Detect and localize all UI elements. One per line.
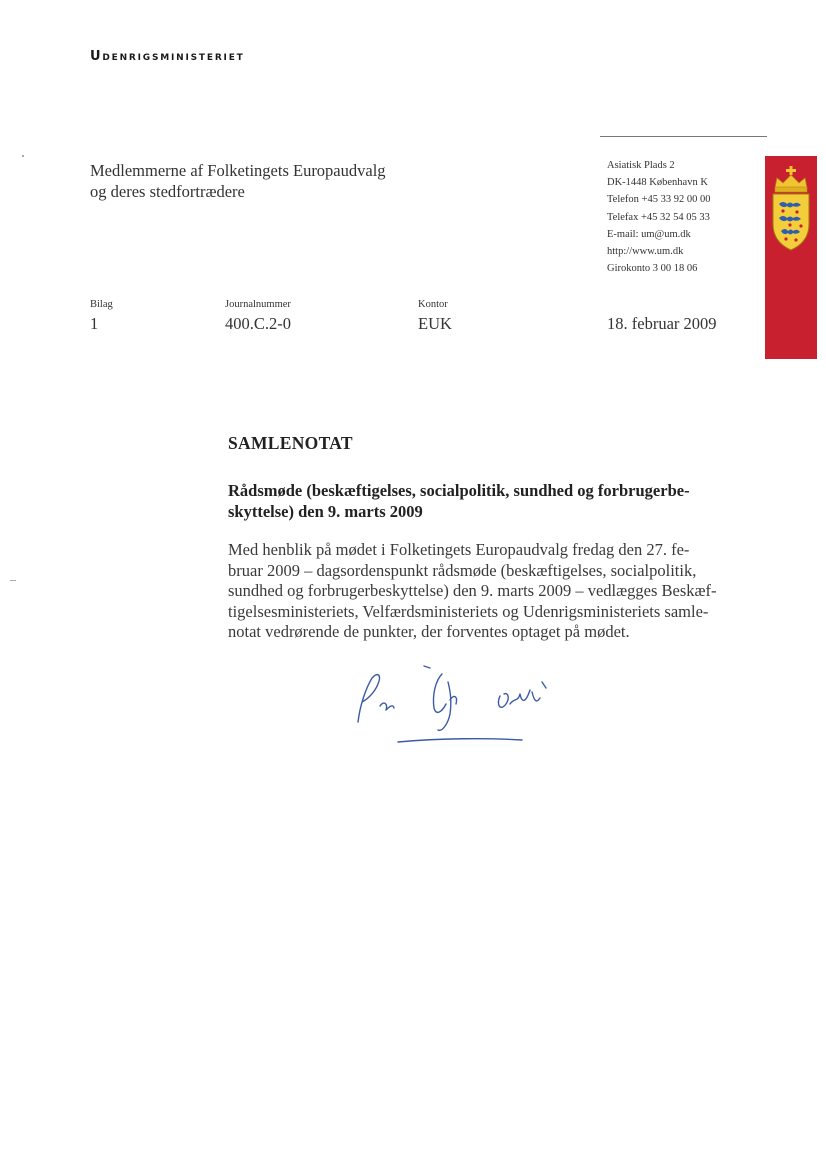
scan-speck — [22, 155, 24, 157]
kontor-value: EUK — [418, 314, 452, 333]
address-line: Girokonto 3 00 18 06 — [607, 263, 698, 275]
crest-band — [765, 156, 817, 359]
body-line: bruar 2009 – dagsordenspunkt rådsmøde (beskæftigelses, socialpolitik, — [228, 560, 697, 580]
recipient-block — [90, 160, 386, 202]
body-line: sundhed og forbrugerbeskyttelse) den 9. marts 2009 – vedlægges Beskæf- — [228, 581, 717, 600]
document-title: SAMLENOTAT — [228, 433, 353, 453]
journal-value: 400.C.2-0 — [225, 314, 291, 333]
document-date: 18. februar 2009 — [607, 314, 717, 333]
address-block — [607, 157, 710, 277]
bilag-label: Bilag — [90, 299, 113, 310]
address-line: http://www.um.dk — [607, 246, 684, 258]
body-line: tigelsesministeriets, Velfærdsministeriets og Udenrigsministeriets samle- — [228, 601, 709, 621]
address-line: Asiatisk Plads 2 — [607, 160, 675, 171]
recipient-line-2: og deres stedfortrædere — [90, 182, 245, 201]
body-line: Med henblik på mødet i Folketingets Europaudvalg fredag den 27. fe- — [228, 540, 690, 559]
scan-speck — [10, 580, 16, 581]
subtitle-line-2: skyttelse) den 9. marts 2009 — [228, 502, 423, 521]
address-line: DK-1448 København K — [607, 177, 708, 189]
address-line: Telefon +45 33 92 00 00 — [607, 194, 711, 206]
address-divider — [600, 136, 767, 137]
journal-label: Journalnummer — [225, 299, 291, 310]
kontor-label: Kontor — [418, 299, 448, 310]
bilag-value: 1 — [90, 314, 99, 333]
document-subtitle — [228, 480, 728, 522]
crest-icon — [768, 166, 814, 256]
recipient-line-1: Medlemmerne af Folketingets Europaudvalg — [90, 161, 386, 180]
body-line: notat vedrørende de punkter, der forventes optaget på mødet. — [228, 622, 630, 641]
ministry-header: udenrigsministeriet — [90, 44, 245, 65]
address-line: Telefax +45 32 54 05 33 — [607, 211, 710, 223]
signature-icon — [350, 660, 590, 750]
subtitle-line-1: Rådsmøde (beskæftigelses, socialpolitik, sundhed og forbrugerbe- — [228, 481, 690, 500]
address-line: E-mail: um@um.dk — [607, 228, 691, 240]
body-paragraph — [228, 540, 728, 643]
